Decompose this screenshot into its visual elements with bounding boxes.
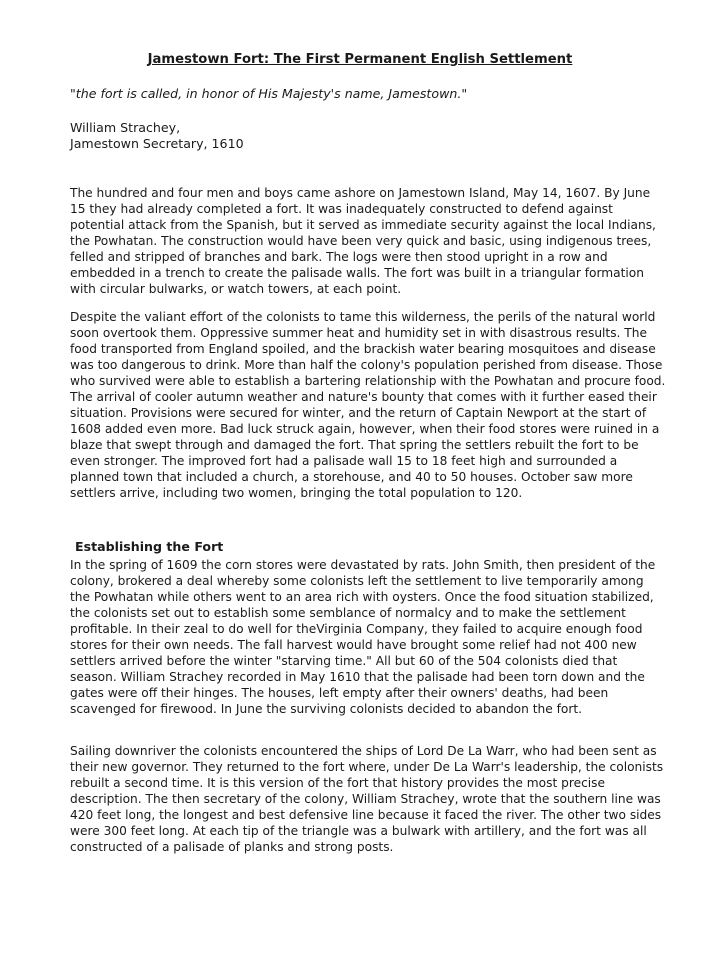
section-paragraph: In the spring of 1609 the corn stores were devastated by rats. John Smith, then president of the colony, brokered a deal whereby some colonists left the settlement to live temporarily among the Powhatan while others went to an area rich with oysters. Once the food situation stabilized, the colonists set out to establish some semblance of normalcy and to make the settlement profitable. In their zeal to do well for theVirginia Company, they failed to acquire enough food stores for their own needs. The fall harvest would have brought some relief had not 400 new settlers arrived before the winter "starving time." All but 60 of the 504 colonists died that season. William Strachey recorded in May 1610 that the palisade had been torn down and the gates were off their hinges. The houses, left empty after their owners' deaths, had been scavenged for firewood. In June the surviving colonists decided to abandon the fort. [70,558,656,716]
quote-attribution [70,120,244,152]
section-heading: Establishing the Fort [75,539,224,554]
epigraph-quote: "the fort is called, in honor of His Majesty's name, Jamestown." [70,86,468,101]
section-paragraph: Sailing downriver the colonists encountered the ships of Lord De La Warr, who had been sent as their new governor. They returned to the fort where, under De La Warr's leadership, the colonists rebuilt a second time. It is this version of the fort that history provides the most precise description. The then secretary of the colony, William Strachey, wrote that the southern line was 420 feet long, the longest and best defensive line because it faced the river. The other two sides were 300 feet long. At each tip of the triangle was a bulwark with artillery, and the fort was all constructed of a palisade of planks and strong posts. [70,744,664,854]
document-title: Jamestown Fort: The First Permanent English Settlement [147,52,573,67]
author-name: William Strachey, [70,120,181,135]
author-role: Jamestown Secretary, 1610 [70,136,244,151]
body-paragraph: The hundred and four men and boys came ashore on Jamestown Island, May 14, 1607. By June 15 they had already completed a fort. It was inadequately constructed to defend against potential attack from the Spanish, but it served as immediate security against the local Indians, the Powhatan. The construction would have been very quick and basic, using indigenous trees, felled and stripped of branches and bark. The logs were then stood upright in a row and embedded in a trench to create the palisade walls. The fort was built in a triangular formation with circular bulwarks, or watch towers, at each point. [70,186,656,296]
body-paragraph: Despite the valiant effort of the colonists to tame this wilderness, the perils of the natural world soon overtook them. Oppressive summer heat and humidity set in with disastrous results. The food transported from England spoiled, and the brackish water bearing mosquitoes and disease was too dangerous to drink. More than half the colony's population perished from disease. Those who survived were able to establish a bartering relationship with the Powhatan and procure food. The arrival of cooler autumn weather and nature's bounty that comes with it further eased their situation. Provisions were secured for winter, and the return of Captain Newport at the start of 1608 added even more. Bad luck struck again, however, when their food stores were ruined in a blaze that swept through and damaged the fort. That spring the settlers rebuilt the fort to be even stronger. The improved fort had a palisade wall 15 to 18 feet high and surrounded a planned town that included a church, a storehouse, and 40 to 50 houses. October saw more settlers arrive, including two women, bringing the total population to 120. [70,310,666,500]
